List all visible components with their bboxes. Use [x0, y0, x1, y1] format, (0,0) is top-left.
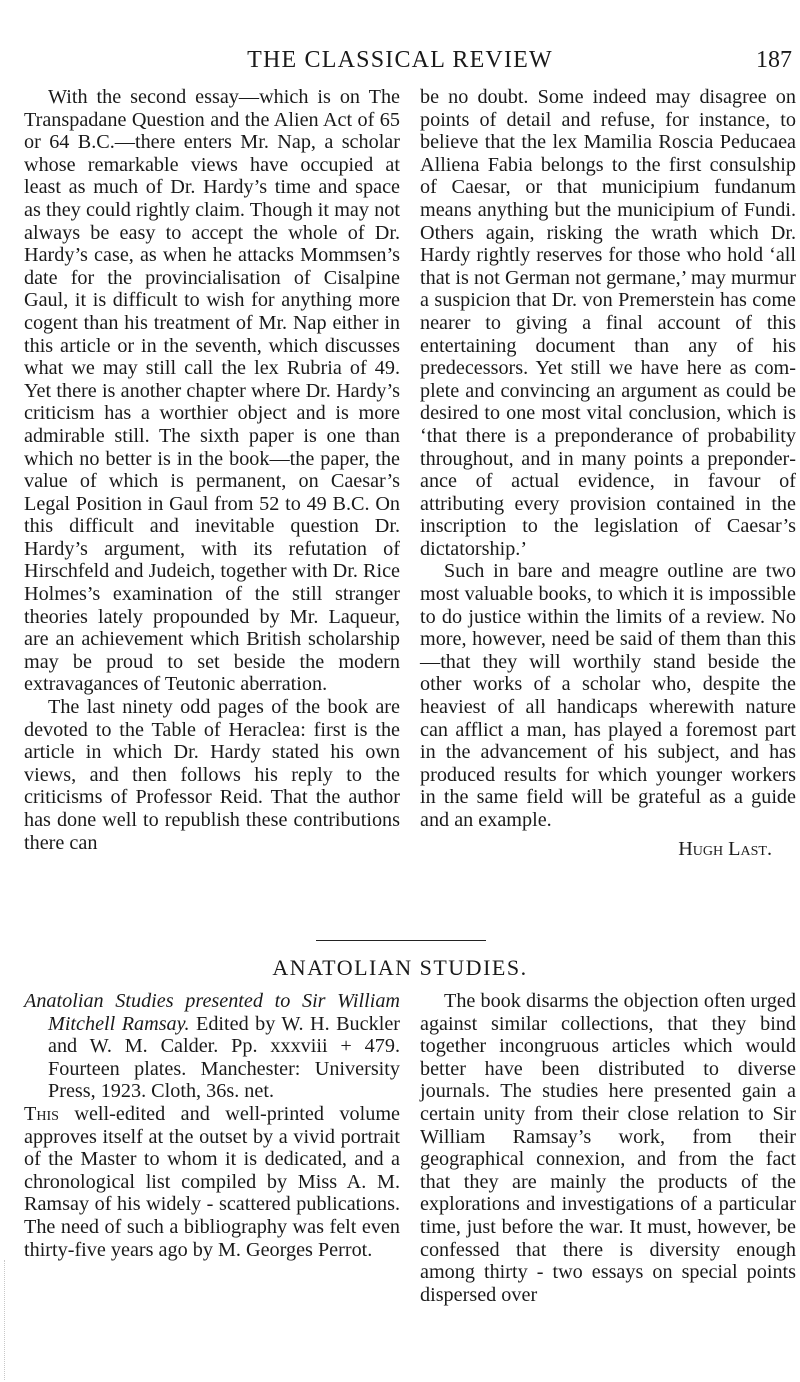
- running-head: [0, 40, 800, 80]
- section-title: ANATOLIAN STUDIES.: [272, 955, 528, 980]
- review2-right-column: [420, 990, 796, 1306]
- page-number: 187: [756, 47, 792, 73]
- book-title: Anatolian Studies presented to Sir William Mitchell Ramsay.: [24, 990, 400, 1035]
- review1-left-paragraph: With the second essay—which is on The Transpadane Question and the Alien Act of 65 or 64 B.C.—there enters Mr. Nap, a scholar whose remarkable views have occupied at least as much of Dr. Hardy’s time and space as they could rightly claim. Though it may not always be easy to accept the whole of Dr. Hardy’s case, as when he attacks Mommsen’s date for the provincialisation of Cisalpine Gaul, it is difficult to wish for anything more cogent than his treatment of Mr. Nap either in this article or in the seventh, which discusses what we may still call the lex Rubria of 49. Yet there is another chapter where Dr. Hardy’s criticism has a worthier object and is more admirable still. The sixth paper is one than which no better is in the book—the paper, the value of which is permanent, on Caesar’s Legal Position in Gaul from 52 to 49 B.C. On this difficult and inevitable question Dr. Hardy’s argument, with its refutation of Hirschfeld and Judeich, together with Dr. Rice Holmes’s examination of the still stranger theories lately propounded by Mr. Laqueur, are an achievement which British scholarship may be proud to set beside the modern extravagances of Teutonic aberration.: [24, 86, 400, 696]
- opening-word: This: [24, 1102, 59, 1125]
- bibliographic-entry: [24, 990, 400, 1103]
- review2-left-column: [24, 990, 400, 1261]
- review2-left-paragraph: [24, 1103, 400, 1261]
- review2-left-text: well-edited and well-printed volume approves itself at the outset by a vivid portrait of the Master to whom it is dedicated, and a chronological list compiled by Miss A. M. Ramsay of his widely - scattered publications. The need of such a bibliography was felt even thirty-five years ago by M. Georges Perrot.: [24, 1102, 400, 1261]
- reviewer-signature: Hugh Last.: [678, 837, 772, 860]
- review1-left-paragraph: The last ninety odd pages of the book are devoted to the Table of Heraclea: first is the article in which Dr. Hardy stated his own views, and then follows his reply to the criticisms of Professor Reid. That the author has done well to republish these contributions there can: [24, 696, 400, 854]
- review1-left-column: [24, 86, 400, 854]
- review1-right-paragraph: be no doubt. Some indeed may disagree on points of detail and refuse, for instance, to believe that the lex Mamilia Roscia Peducaea Alliena Fabia belongs to the first consulship of Caesar, or that municipium fundanum means anything but the municipium of Fundi. Others again, risking the wrath which Dr. Hardy rightly reserves for those who hold ‘all that is not German not germane,’ may murmur a suspicion that Dr. von Premerstein has come nearer to giving a final account of this entertaining document than any of his predecessors. Yet still we have here as complete and convincing an argument as could be desired to one most vital conclusion, which is ‘that there is a preponderance of probability throughout, and in many points a preponderance of actual evidence, in favour of attributing every provision contained in the inscription to the legislation of Caesar’s dictatorship.’: [420, 86, 796, 560]
- review1-right-paragraph: Such in bare and meagre outline are two most valuable books, to which it is impossible to do justice within the limits of a review. No more, however, need be said of them than this—that they will worthily stand beside the other works of a scholar who, despite the heaviest of all handicaps wherewith nature can afflict a man, has played a foremost part in the advancement of his subject, and has produced results for which younger workers in the same field will be grateful as a guide and an example.: [420, 560, 796, 831]
- page-edge-mark: [4, 1260, 5, 1380]
- running-title: THE CLASSICAL REVIEW: [247, 47, 553, 73]
- review2-right-paragraph: The book disarms the objection often urged against similar collections, that they bind together incongruous articles which would better have been distributed to diverse journals. The studies here presented gain a certain unity from their close relation to Sir William Ramsay’s work, from their geographical connexion, and from the fact that they are mainly the products of the explorations and investigations of a particular time, just before the war. It must, however, be confessed that there is diversity enough among thirty - two essays on special points dispersed over: [420, 990, 796, 1306]
- section-divider: [316, 940, 486, 941]
- book-details: Edited by W. H. Buckler and W. M. Calder. Pp. xxxviii + 479. Fourteen plates. Manchester: University Press, 1923. Cloth, 36s. net.: [48, 1012, 400, 1103]
- review1-right-column: [420, 86, 796, 860]
